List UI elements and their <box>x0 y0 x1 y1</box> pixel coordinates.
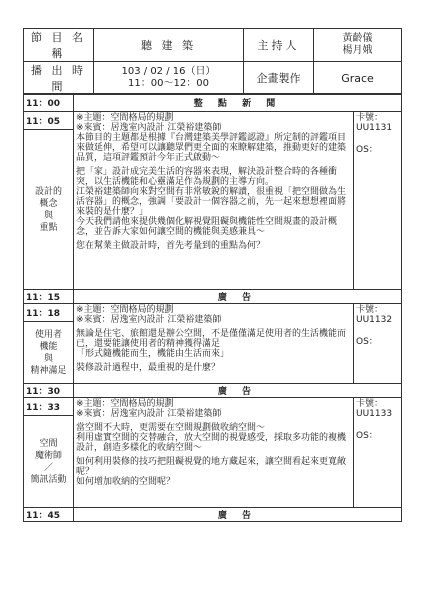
content-line: 江榮裕建築師向來對空間有非常敏銳的解讀，很重視「把空間做為生活容器」的概念，強調「要設計一個容器之前，先一起來想想裡面將來裝的是什麼？」 <box>76 187 347 217</box>
segment-content <box>74 304 354 384</box>
topic-line: ※主題：空間格局的規劃 <box>76 113 174 123</box>
host-value: 黃齡儀 楊月娥 <box>314 29 402 62</box>
segment-content <box>74 398 354 508</box>
guest-line: ※來賓：居逸室內設計 江榮裕建築師 <box>76 315 222 325</box>
content-line: 「形式隨機能而生，機能由生活而來」 <box>76 349 230 359</box>
segment-label: 設計的 概念 與 重點 <box>24 130 74 290</box>
os-label: OS： <box>356 145 378 155</box>
produce-label: 企畫製作 <box>244 62 314 95</box>
time-cell: 11：05 <box>24 112 74 130</box>
program-header-table <box>23 28 402 95</box>
time-cell: 11：15 <box>24 290 74 304</box>
schedule-row <box>24 384 402 398</box>
schedule-row <box>24 398 402 416</box>
time-cell: 11：45 <box>24 508 74 522</box>
os-label: OS： <box>356 337 378 347</box>
card-label: 卡號： <box>356 113 384 123</box>
schedule-table <box>23 93 402 522</box>
card-number: UU1132 <box>356 315 393 325</box>
card-label: 卡號： <box>356 399 384 409</box>
card-number: UU1131 <box>356 123 393 133</box>
guest-line: ※來賓：居逸室內設計 江榮裕建築師 <box>76 409 222 419</box>
segment-content <box>74 112 354 290</box>
content-line: 當空間不大時，更需要在空間規劃做收納空間～ <box>76 423 266 433</box>
time-cell: 11：33 <box>24 398 74 416</box>
air-value: 103 / 02 / 16（日） 11：00〜12：00 <box>94 62 244 95</box>
card-cell <box>354 112 402 290</box>
content-line: 今天我們請他來提供幾個化解視覺阻礙與機能性空間規畫的設計概念，並告訴大家如何讓空間的機能與美感兼具～ <box>76 217 338 237</box>
host-label: 主持人 <box>244 29 314 62</box>
card-number: UU1133 <box>356 409 393 419</box>
program-value: 聽 建 築 <box>94 29 244 62</box>
topic-line: ※主題：空間格局的規劃 <box>76 305 174 315</box>
air-label: 播 出 時 間 <box>24 62 94 95</box>
segment-label: 使用者 機能 與 精神滿足 <box>24 322 74 384</box>
schedule-row <box>24 290 402 304</box>
content-line: 利用虛實空間的交替融合，放大空間的視覺感受，採取多功能的複機設計，創造多樣化的收納空間～ <box>76 433 347 453</box>
card-cell <box>354 304 402 384</box>
schedule-row <box>24 112 402 130</box>
guest-line: ※來賓：居逸室內設計 江榮裕建築師 <box>76 123 222 133</box>
question-line: 如何利用裝修的技巧把阻礙視覺的地方藏起來，讓空間看起來更寬敞呢？ <box>76 457 347 477</box>
segment-label: 空間 魔術師 ／ 簡訊活動 <box>24 416 74 508</box>
topic-line: ※主題：空間格局的規劃 <box>76 399 174 409</box>
time-cell: 11：00 <box>24 94 74 112</box>
time-cell: 11：18 <box>24 304 74 322</box>
schedule-row <box>24 304 402 322</box>
os-label: OS： <box>356 431 378 441</box>
segment-title: 廣 告 <box>74 290 402 304</box>
time-cell: 11：30 <box>24 384 74 398</box>
content-line: 無論是住宅、旅館還是辦公空間，不是僅僅滿足使用者的生活機能而已，還要能讓使用者的精神獲得滿足 <box>76 329 347 349</box>
program-label: 節 目 名 稱 <box>24 29 94 62</box>
schedule-row <box>24 94 402 112</box>
question-line: 裝修設計過程中，最重視的是什麼？ <box>76 363 221 373</box>
question-line: 您在幫業主做設計時，首先考量到的重點為何？ <box>76 241 266 251</box>
card-label: 卡號： <box>356 305 384 315</box>
segment-title: 廣 告 <box>74 384 402 398</box>
produce-value: Grace <box>314 62 402 95</box>
segment-title: 廣 告 <box>74 508 402 522</box>
segment-title: 整 點 新 聞 <box>74 94 402 112</box>
content-line: 本節目的主題都是根據『台灣建築美學評鑑認證』所定制的評鑑項目來做延伸，希望可以讓聽眾們更全面的來瞭解建築，推動更好的建築品質，這項評鑑預計今年正式啟動～ <box>76 133 347 163</box>
question-line: 如何增加收納的空間呢？ <box>76 477 176 487</box>
content-line: 把「家」設計成完美生活的容器來表現，解決設計整合時的各種衝突，以生活機能和心靈滿足作為規劃的主導方向。 <box>76 167 338 187</box>
schedule-row <box>24 508 402 522</box>
card-cell <box>354 398 402 508</box>
